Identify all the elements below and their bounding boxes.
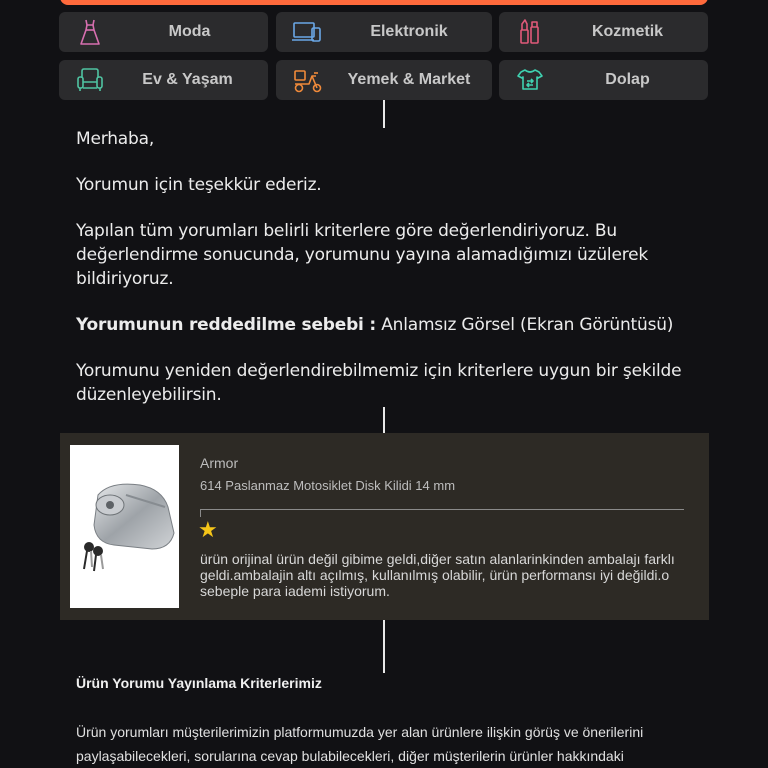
review-text: ürün orijinal ürün değil gibime geldi,diğer satın alanlarinkinden ambalajı farklı geldi.ambalajin altı açılmış, kullanılmış olabilir, ürün performansı iyi değildi.o sebeple para iademi istiyorum. [200,551,675,599]
category-ev-yasam[interactable] [59,60,268,100]
greeting-text: Merhaba, [76,129,155,149]
top-accent-bar [60,0,708,5]
divider-line [383,620,385,673]
reject-reason-label: Yorumunun reddedilme sebebi : [76,315,376,335]
category-elektronik[interactable] [276,12,492,52]
criteria-text: Ürün yorumları müşterilerimizin platformumuzda yer alan ürünlere ilişkin görüş ve önerilerini paylaşabilecekleri, sorularına cevap bulabilecekleri, diğer müşterilerin ürünler hakkındaki [76,724,644,764]
category-label: Elektronik [370,23,448,40]
category-label: Moda [168,23,211,40]
product-brand: Armor [200,455,239,471]
category-label: Yemek & Market [347,71,471,88]
divider-line [383,407,385,433]
card-divider-tick [200,509,201,517]
category-dolap[interactable] [499,60,708,100]
product-name[interactable]: 614 Paslanmaz Motosiklet Disk Kilidi 14 mm [200,478,456,493]
thanks-text: Yorumun için teşekkür ederiz. [76,175,322,195]
resubmit-text: Yorumunu yeniden değerlendirebilmemiz için kriterlere uygun bir şekilde düzenleyebilirsin. [76,361,682,405]
evaluation-text: Yapılan tüm yorumları belirli kriterlere göre değerlendiriyoruz. Bu değerlendirme sonucunda, yorumunu yayına alamadığımızı üzülerek bildiriyoruz. [76,221,649,289]
divider-line [383,100,385,128]
category-yemek-market[interactable] [276,60,492,100]
category-moda[interactable] [59,12,268,52]
category-kozmetik[interactable] [499,12,708,52]
category-label: Kozmetik [591,23,664,40]
product-image[interactable] [70,445,179,608]
reject-reason-line [76,313,696,337]
star-rating-icon: ★ [198,517,218,542]
category-label: Ev & Yaşam [142,71,233,88]
review-card [60,433,709,620]
criteria-title: Ürün Yorumu Yayınlama Kriterlerimiz [76,675,322,691]
card-divider [200,509,684,510]
reject-reason-value: Anlamsız Görsel (Ekran Görüntüsü) [381,315,674,335]
category-label: Dolap [605,71,650,88]
